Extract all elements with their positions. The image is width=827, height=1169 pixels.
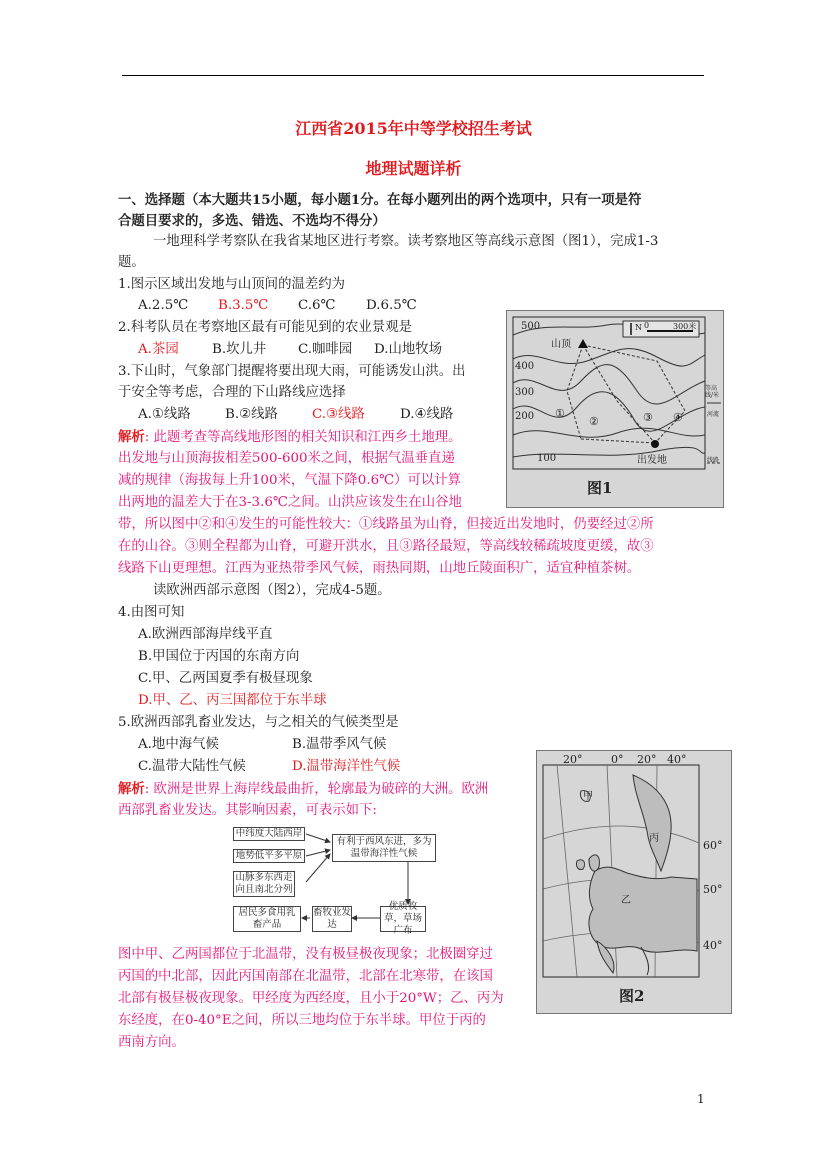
q5-option-d-answer: D.温带海洋性气候 (292, 759, 401, 774)
contour-label-100: 100 (537, 453, 557, 464)
analysis2-label: 解析 (118, 781, 145, 797)
q3-stem-1: 3.下山时，气象部门提醒将要出现大雨，可能诱发山洪。出 (118, 364, 466, 379)
q3-option-d: D.④线路 (400, 407, 454, 422)
flow-box-livestock: 畜牧业发达 (313, 907, 352, 930)
analysis2-after-2: 丙国的中北部，因此丙国南部在北温带，北部在北寒带，在该国 (118, 969, 493, 984)
q5-stem: 5.欧洲西部乳畜业发达，与之相关的气候类型是 (118, 715, 399, 730)
q2-stem: 2.科考队员在考察地区最有可能见到的农业景观是 (118, 320, 412, 335)
section-heading-2: 合题目要求的，多选、错选、不选均不得分） (118, 213, 386, 229)
q4-stem: 4.由图可知 (118, 605, 185, 620)
flow-box-mid-latitude: 中纬度大陆西岸 (233, 827, 305, 841)
analysis2-after-5: 西南方向。 (118, 1035, 185, 1050)
contour-label-400: 400 (515, 361, 535, 372)
route-4-label: ④ (673, 411, 683, 424)
analysis1-line-6: 在的山谷。③则全程都为山脊，可避开洪水，且③路径最短，等高线较稀疏坡度更缓，故③ (118, 539, 654, 554)
analysis2-line-1-text: : 欧洲是世界上海岸线最曲折，轮廓最为破碎的大洲。欧洲 (144, 782, 489, 797)
q2-option-a-answer: A.茶园 (138, 342, 179, 357)
q3-option-b: B.②线路 (225, 407, 278, 422)
flow-box-lowland: 地势低平多平原 (233, 849, 305, 863)
intro-line-2: 题。 (118, 255, 145, 270)
figure1-contour-map (506, 310, 724, 508)
analysis1-line-4: 出两地的温差大于在3-3.6℃之间。山洪应该发生在山谷地 (118, 495, 462, 510)
analysis1-label: 解析 (118, 429, 145, 445)
figure1-caption: 图1 (587, 479, 613, 497)
contour-label-500: 500 (521, 321, 541, 332)
analysis2-line-1 (118, 780, 488, 799)
intro-line-1: 一地理科学考察队在我省某地区进行考察。读考察地区等高线示意图（图1），完成1-3 (153, 234, 659, 249)
scale-zero-label: 0 (644, 321, 650, 330)
latitude-label-40: 40° (703, 939, 723, 952)
q4-option-a: A.欧洲西部海岸线平直 (138, 627, 273, 642)
legend-route: 线路 (707, 457, 720, 464)
q1-option-b-answer: B.3.5℃ (218, 298, 269, 313)
q2-option-c: C.咖啡园 (298, 342, 353, 357)
q3-option-a: A.①线路 (138, 407, 191, 422)
q2-option-b: B.坎儿井 (212, 342, 267, 357)
q1-option-d: D.6.5℃ (366, 298, 417, 313)
route-2-label: ② (589, 415, 599, 428)
summit-label: 山顶 (551, 339, 571, 350)
q5-option-a: A.地中海气候 (138, 737, 219, 752)
analysis1-line-5: 带，所以图中②和④发生的可能性较大：①线路虽为山脊，但接近出发地时，仍要经过②所 (118, 517, 654, 532)
longitude-label-0: 0° (611, 753, 624, 766)
route-3-label: ③ (643, 411, 653, 424)
intro2: 读欧洲西部示意图（图2），完成4-5题。 (153, 583, 391, 598)
longitude-label-20w: 20° (563, 753, 583, 766)
header-rule (122, 75, 704, 76)
factor-flowchart (230, 826, 455, 938)
page-subtitle: 地理试题详析 (365, 159, 462, 178)
start-point-label: 出发地 (637, 455, 667, 466)
q4-option-d-answer: D.甲、乙、丙三国都位于东半球 (138, 693, 327, 708)
longitude-label-20e: 20° (637, 753, 657, 766)
q1-option-c: C.6℃ (298, 298, 336, 313)
section-heading-1: 一、选择题（本大题共15小题，每小题1分。在每小题列出的两个选项中，只有一项是符 (118, 192, 642, 208)
q5-option-b: B.温带季风气候 (292, 737, 387, 752)
q1-stem: 1.图示区域出发地与山顶间的温差约为 (118, 277, 346, 292)
latitude-label-50: 50° (703, 883, 723, 896)
contour-label-300: 300 (515, 387, 535, 398)
q4-option-c: C.甲、乙两国夏季有极昼现象 (138, 671, 313, 686)
analysis1-line-1 (118, 428, 462, 447)
flow-box-dairy-diet: 居民多食用乳畜产品 (233, 906, 301, 932)
legend-contour: 等高线/米 (705, 385, 720, 399)
q5-option-c: C.温带大陆性气候 (138, 759, 246, 774)
contour-label-200: 200 (515, 411, 535, 422)
analysis1-line-7: 线路下山更理想。江西为亚热带季风气候，雨热同期，山地丘陵面积广，适宜种植茶树。 (118, 561, 641, 576)
page-title: 江西省2015年中等学校招生考试 (295, 119, 532, 138)
q2-option-d: D.山地牧场 (374, 342, 443, 357)
analysis2-after-3: 北部有极昼极夜现象。甲经度为西经度，且小于20°W；乙、丙为 (118, 991, 504, 1006)
figure2-caption: 图2 (619, 987, 645, 1005)
longitude-label-40e: 40° (667, 753, 687, 766)
latitude-label-60: 60° (703, 839, 723, 852)
figure2-europe-map (536, 750, 732, 1014)
north-arrow-label: N (635, 323, 642, 332)
analysis1-line-1-text: : 此题考查等高线地形图的相关知识和江西乡土地理。 (144, 430, 462, 445)
figure2-drawing (537, 751, 731, 1013)
scale-length-label: 300米 (673, 322, 697, 331)
q3-stem-2: 于安全等考虑，合理的下山路线应选择 (118, 385, 346, 400)
q1-option-a: A.2.5℃ (138, 298, 189, 313)
route-1-label: ① (555, 407, 565, 420)
analysis2-after-4: 东经度，在0-40°E之间，所以三地均位于东半球。甲位于丙的 (118, 1013, 486, 1028)
country-label-yi: 乙 (621, 895, 631, 906)
flow-box-westerlies: 有利于西风东进，多为温带海洋性气候 (332, 834, 436, 862)
page-number: 1 (697, 1092, 705, 1106)
analysis2-after-1: 图中甲、乙两国都位于北温带，没有极昼极夜现象；北极圈穿过 (118, 947, 493, 962)
legend-river: 河流 (707, 411, 720, 418)
country-label-bing: 丙 (649, 833, 659, 844)
analysis1-line-2: 出发地与山顶海拔相差500-600米之间，根据气温垂直递 (118, 451, 455, 466)
figure1-drawing (507, 311, 723, 507)
q4-option-b: B.甲国位于丙国的东南方向 (138, 649, 300, 664)
flow-box-mountains: 山脉多东西走向且南北分列 (233, 871, 295, 897)
q3-option-c-answer: C.③线路 (312, 407, 365, 422)
flow-box-pasture: 优质牧草，草场广布 (380, 906, 426, 932)
country-label-jia: 甲 (583, 791, 593, 802)
analysis1-line-3: 减的规律（海拔每上升100米，气温下降0.6℃）可以计算 (118, 473, 462, 488)
analysis2-line-2: 西部乳畜业发达。其影响因素，可表示如下: (118, 803, 377, 818)
